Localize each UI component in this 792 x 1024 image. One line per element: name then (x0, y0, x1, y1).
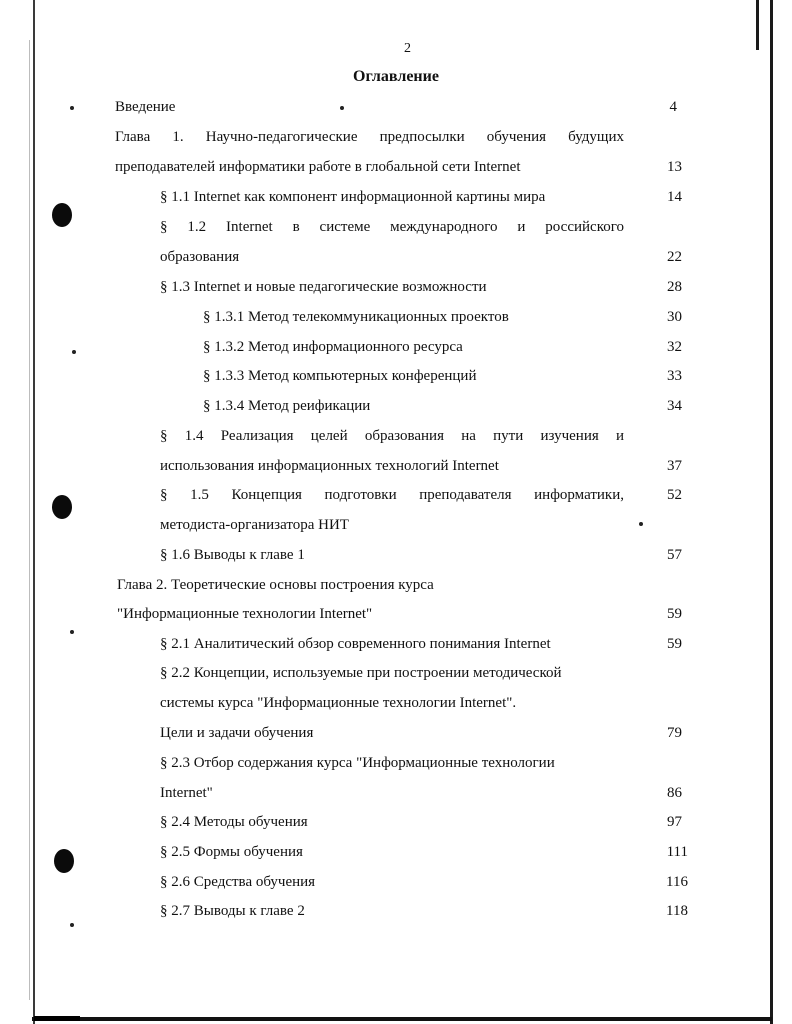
binder-hole-icon (52, 203, 72, 227)
scan-speck (70, 106, 74, 110)
page-right-edge-top (756, 0, 759, 50)
toc-entry-text: Глава 1. Научно-педагогические предпосылки обучения будущих (115, 129, 624, 145)
toc-entry-page: 118 (666, 903, 688, 919)
toc-entry-page: 22 (667, 249, 682, 265)
toc-entry-page: 59 (667, 636, 682, 652)
toc-entry-text: § 1.3.3 Метод компьютерных конференций (203, 368, 477, 384)
toc-entry-text: § 1.4 Реализация целей образования на пути изучения и (160, 428, 624, 444)
toc-entry-text: Введение (115, 99, 176, 115)
toc-entry-page: 32 (667, 339, 682, 355)
binder-hole-icon (52, 495, 72, 519)
page-left-edge-shadow (29, 40, 30, 1000)
toc-entry-text: методиста-организатора НИТ (160, 517, 349, 533)
toc-entry-text: § 1.6 Выводы к главе 1 (160, 547, 305, 563)
toc-entry-text: § 1.1 Internet как компонент информационной картины мира (160, 189, 546, 205)
toc-entry-page: 30 (667, 309, 682, 325)
toc-entry-page: 4 (669, 99, 677, 115)
toc-entry-text: § 1.5 Концепция подготовки преподавателя информатики, (160, 487, 624, 503)
binder-hole-icon (54, 849, 74, 873)
page-left-edge (33, 0, 35, 1024)
page-bottom-edge (32, 1017, 772, 1021)
toc-entry-text: Internet" (160, 785, 213, 801)
toc-entry-page: 116 (666, 874, 688, 890)
toc-entry-text: § 2.1 Аналитический обзор современного понимания Internet (160, 636, 551, 652)
toc-entry-text: § 1.3 Internet и новые педагогические возможности (160, 279, 487, 295)
toc-entry-page: 97 (667, 814, 682, 830)
toc-entry-text: § 1.3.2 Метод информационного ресурса (203, 339, 463, 355)
toc-entry-page: 37 (667, 458, 682, 474)
toc-entry-page: 13 (667, 159, 682, 175)
toc-entry-text: § 1.3.4 Метод реификации (203, 398, 371, 414)
toc-entry-page: 79 (667, 725, 682, 741)
toc-entry-text: системы курса "Информационные технологии Internet". (160, 695, 517, 711)
toc-entry-text: § 1.2 Internet в системе международного и российского (160, 219, 624, 235)
toc-entry-page: 86 (667, 785, 682, 801)
toc-entry-text: Цели и задачи обучения (160, 725, 314, 741)
scan-speck (639, 522, 643, 526)
toc-entry-text: преподавателей информатики работе в глобальной сети Internet (115, 159, 521, 175)
toc-entry-text: "Информационные технологии Internet" (117, 606, 373, 622)
toc-entry-page: 52 (667, 487, 682, 503)
toc-entry-text: использования информационных технологий Internet (160, 458, 499, 474)
page-bottom-edge-corner (34, 1016, 80, 1021)
toc-entry-text: § 2.2 Концепции, используемые при построении методической (160, 665, 562, 681)
toc-entry-text: § 2.5 Формы обучения (160, 844, 303, 860)
toc-entry-page: 59 (667, 606, 682, 622)
toc-entry-page: 111 (666, 844, 688, 860)
toc-entry-text: образования (160, 249, 240, 265)
page-number: 2 (404, 41, 411, 56)
toc-entry-page: 57 (667, 547, 682, 563)
toc-entry-text: § 1.3.1 Метод телекоммуникационных проектов (203, 309, 509, 325)
scan-speck (340, 106, 344, 110)
scan-speck (72, 350, 76, 354)
scan-speck (70, 630, 74, 634)
toc-entry-text: § 2.4 Методы обучения (160, 814, 308, 830)
toc-entry-page: 28 (667, 279, 682, 295)
toc-entry-page: 34 (667, 398, 682, 414)
toc-title: Оглавление (353, 68, 439, 85)
toc-entry-page: 14 (667, 189, 682, 205)
toc-entry-text: § 2.6 Средства обучения (160, 874, 316, 890)
toc-entry-text: § 2.3 Отбор содержания курса "Информационные технологии (160, 755, 555, 771)
scan-speck (70, 923, 74, 927)
page-right-edge (770, 0, 773, 1024)
toc-entry-text: § 2.7 Выводы к главе 2 (160, 903, 305, 919)
toc-entry-page: 33 (667, 368, 682, 384)
toc-entry-text: Глава 2. Теоретические основы построения курса (117, 577, 434, 593)
